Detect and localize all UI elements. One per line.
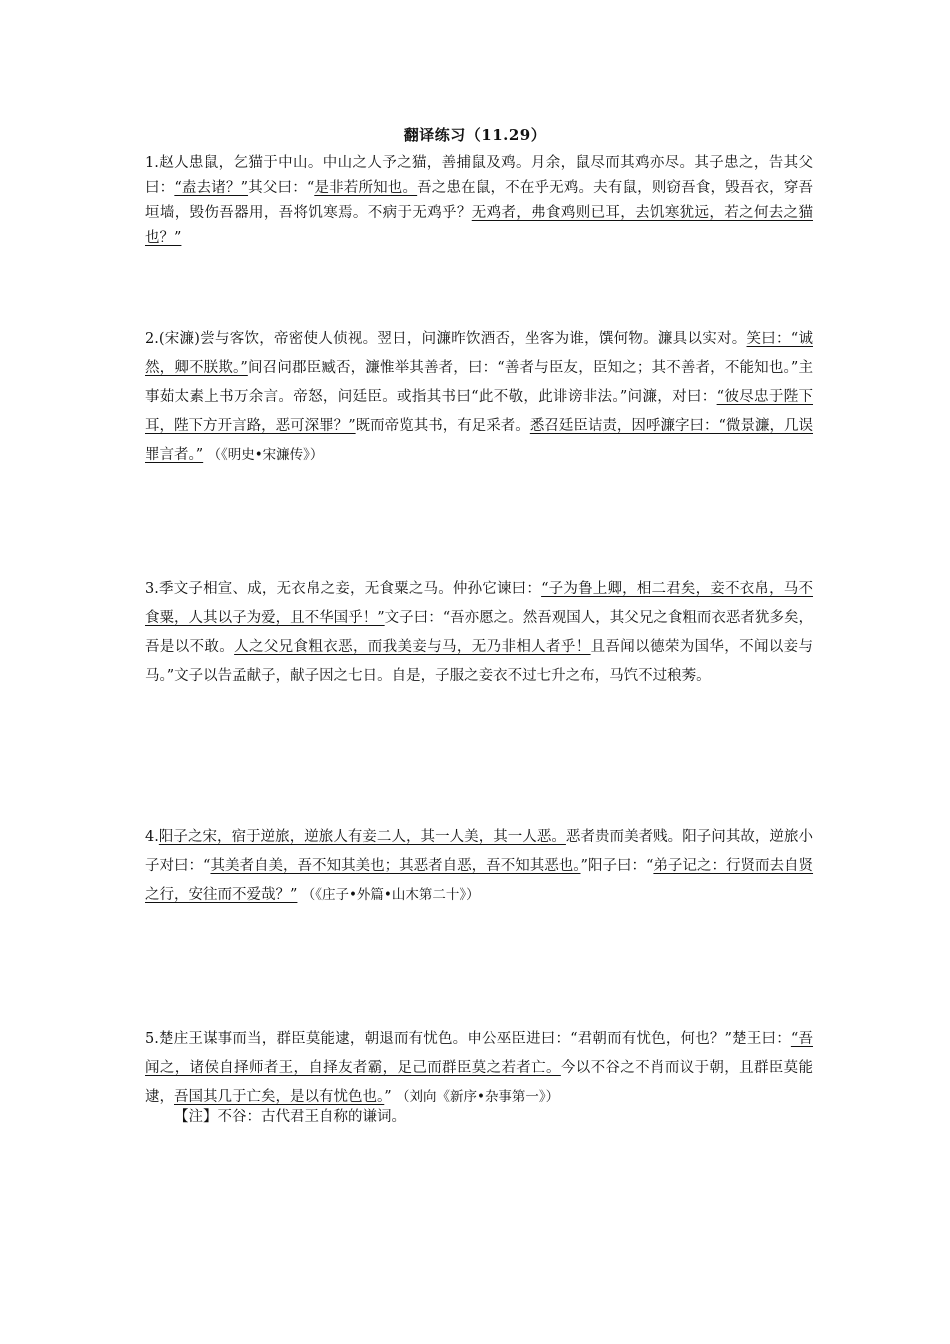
exercise-5 (145, 1025, 813, 1112)
underlined-text: “彼尽忠于陛下耳，陛下方开言路，恶可深罪？” (145, 389, 813, 434)
text: 3.季文子相宣、成，无衣帛之妾，无食粟之马。仲孙它谏曰： (145, 581, 542, 597)
text: 恶者贵而美者贱。阳子问其故，逆旅小子对曰：“ (145, 829, 814, 874)
underlined-text: 笑曰：“诚然，卿不朕欺。” (145, 331, 813, 376)
text: 间召问郡臣臧否，濂惟举其善者，曰：“善者与臣友，臣知之；其不善者，不能知也。”主事茹太素上书万余言。帝怒，问廷臣。或指其书曰“此不敬，此诽谤非法。”问濂，对曰： (145, 360, 813, 405)
text: 且吾闻以德荣为国华，不闻以妾与马。”文子以告孟献子，献子因之七日。自是，子服之妾衣不过七升之布，马饩不过稂莠。 (145, 639, 814, 684)
text: ” (384, 1089, 392, 1105)
exercise-4 (145, 823, 813, 910)
underlined-text: 弟子记之：行贤而去自贤之行，安往而不爱哉？” (145, 858, 814, 903)
exercise-2 (145, 325, 813, 470)
text: 1.赵人患鼠，乞猫于中山。中山之人予之猫，善捕鼠及鸡。月余，鼠尽而其鸡亦尽。其子患之，告其父曰： (145, 155, 813, 196)
text: 吾之患在鼠，不在乎无鸡。夫有鼠，则窃吾食，毁吾衣，穿吾垣墙，毁伤吾器用，吾将饥寒焉。不病于无鸡乎？ (145, 180, 814, 221)
underlined-text: “盍去诸？” (174, 180, 249, 196)
underlined-text: 人之父兄食粗衣恶，而我美妾与马，无乃非相人者乎！ (234, 639, 591, 655)
underlined-text: 吾国其几于亡矣，是以有忧色也。 (174, 1089, 385, 1105)
underlined-text: 无鸡者，弗食鸡则已耳，去饥寒犹远，若之何去之猫也？” (145, 205, 813, 246)
text: ”阳子曰：“ (580, 858, 654, 874)
source-citation: （《庄子•外篇•山木第二十》） (297, 887, 480, 903)
text: 文子曰：“吾亦愿之。然吾观国人，其父兄之食粗而衣恶者犹多矣，吾是以不敢。 (145, 610, 813, 655)
exercise-1 (145, 151, 813, 251)
underlined-text: 阳子之宋，宿于逆旅，逆旅人有妾二人，其一人美，其一人恶。 (158, 829, 566, 845)
exercise-3 (145, 575, 813, 691)
text: 既而帝览其书，有足采者。 (355, 418, 530, 434)
underlined-text: 悉召廷臣诘责，因呼濂字曰：“微景濂，几误罪言者。” (145, 418, 813, 463)
underlined-text: 是非若所知也。 (314, 180, 418, 196)
footnote: 【注】不谷：古代君王自称的谦词。 (174, 1109, 406, 1125)
text: 4. (145, 829, 159, 845)
source-citation: （刘向《新序•杂事第一》） (391, 1089, 560, 1105)
source-citation: （《明史•宋濂传》） (203, 447, 324, 463)
underlined-text: “吾闻之，诸侯自择师者王，自择友者霸，足己而群臣莫之若者亡。 (145, 1031, 813, 1076)
text: 5.楚庄王谋事而当，群臣莫能逮，朝退而有忧色。申公巫臣进曰：“君朝而有忧色，何也？”楚王曰： (145, 1031, 791, 1047)
text: 2.(宋濂)尝与客饮，帝密使人侦视。翌日，问濂昨饮酒否，坐客为谁，馔何物。濂具以实对。 (145, 331, 747, 347)
text: 其父曰：“ (248, 180, 315, 196)
underlined-text: 其美者自美，吾不知其美也；其恶者自恶，吾不知其恶也。 (210, 858, 581, 874)
text: 今以不谷之不肖而议于朝，且群臣莫能逮， (145, 1060, 814, 1105)
page-title: 翻译练习（11.29） (403, 126, 547, 144)
underlined-text: “子为鲁上卿，相二君矣，妾不衣帛，马不食粟，人其以子为爱，且不华国乎！” (145, 581, 813, 626)
